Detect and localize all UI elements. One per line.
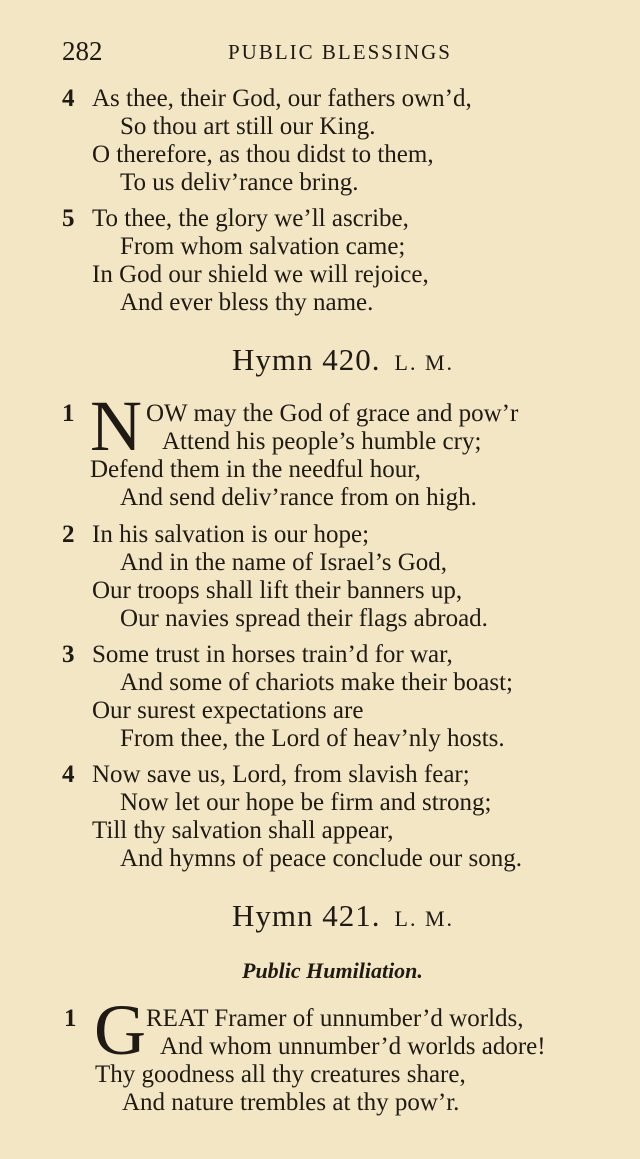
stanza-number: 2 [62,521,75,548]
verse-line: REAT Framer of unnumber’d worlds, [146,1005,524,1032]
stanza-number: 3 [62,641,75,668]
drop-cap: G [94,990,146,1070]
hymn-title [232,342,454,378]
verse-line: Some trust in horses train’d for war, [92,641,453,668]
verse-line: And in the name of Israel’s God, [120,549,448,576]
verse-line: So thou art still our King. [120,113,376,140]
hymn-meter: L. M. [394,906,454,931]
stanza-number: 5 [62,205,75,232]
verse-line: Now let our hope be firm and strong; [120,789,492,816]
stanza-number: 4 [62,85,75,112]
verse-line: From thee, the Lord of heav’nly hosts. [120,725,505,752]
hymn-title [232,898,454,934]
verse-line: Till thy salvation shall appear, [92,817,394,844]
verse-line: As thee, their God, our fathers own’d, [92,85,472,112]
verse-line: And ever bless thy name. [120,289,374,316]
verse-line: To thee, the glory we’ll ascribe, [92,205,409,232]
verse-line: Now save us, Lord, from slavish fear; [92,761,470,788]
hymn-subtitle: Public Humiliation. [242,958,423,983]
verse-line: And whom unnumber’d worlds adore! [160,1033,546,1060]
hymn-number: Hymn 421. [232,898,381,933]
stanza-number: 4 [62,761,75,788]
verse-line: O therefore, as thou didst to them, [92,141,434,168]
stanza-number: 1 [62,400,75,427]
verse-line: Our navies spread their flags abroad. [120,605,488,632]
hymn-number: Hymn 420. [232,342,381,377]
verse-line: Our surest expectations are [92,697,364,724]
verse-line: And send deliv’rance from on high. [120,484,477,511]
verse-line: And nature trembles at thy pow’r. [122,1089,460,1116]
running-head: PUBLIC BLESSINGS [228,40,452,64]
stanza-number: 1 [64,1005,77,1032]
verse-line: Our troops shall lift their banners up, [92,577,463,604]
verse-line: Attend his people’s humble cry; [162,428,482,455]
verse-line: To us deliv’rance bring. [120,169,359,196]
verse-line: From whom salvation came; [120,233,406,260]
verse-line: Defend them in the needful hour, [90,456,421,483]
hymn-meter: L. M. [394,350,454,375]
drop-cap: N [90,386,142,466]
verse-line: And some of chariots make their boast; [120,669,513,696]
page-header [62,36,492,68]
verse-line: And hymns of peace conclude our song. [120,845,522,872]
verse-line: Thy goodness all thy creatures share, [95,1061,466,1088]
page-number: 282 [62,36,103,66]
verse-line: In God our shield we will rejoice, [92,261,429,288]
verse-line: In his salvation is our hope; [92,521,370,548]
verse-line: OW may the God of grace and pow’r [146,400,519,427]
